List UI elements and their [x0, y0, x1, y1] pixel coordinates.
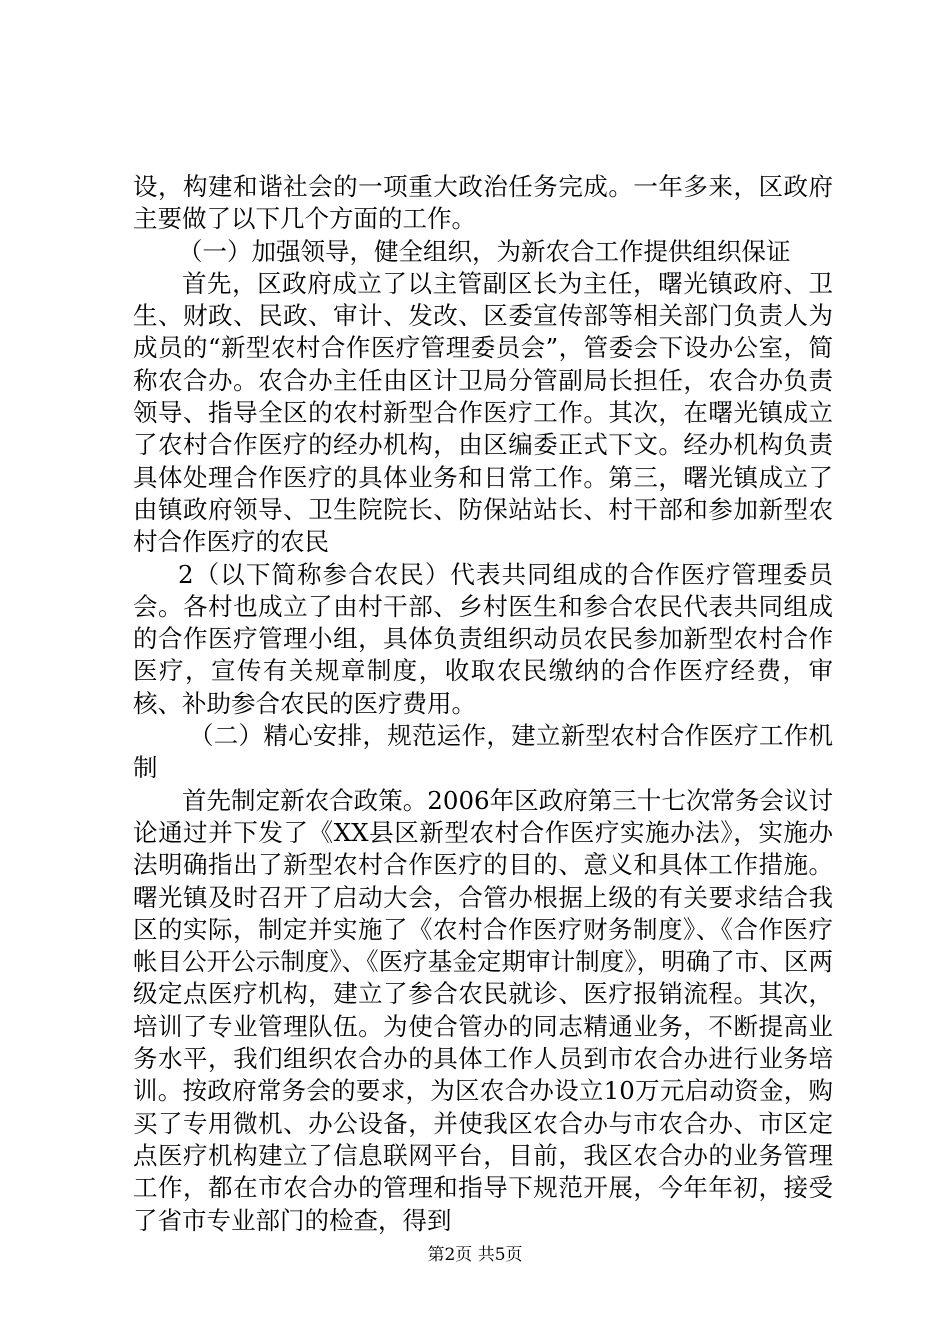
- paragraph-committee: 2（以下简称参合农民）代表共同组成的合作医疗管理委员会。各村也成立了由村干部、乡村医生和参合农民代表共同组成的合作医疗管理小组，具体负责组织动员农民参加新型农村合作医疗，宣传有关规章制度，收取农民缴纳的合作医疗经费，审核、补助参合农民的医疗费用。: [133, 559, 833, 718]
- section-heading-1: （一）加强领导，健全组织，为新农合工作提供组织保证: [178, 236, 791, 266]
- paragraph-policy: 首先制定新农合政策。2006年区政府第三十七次常务会议讨论通过并下发了《XX县区新型农村合作医疗实施办法》，实施办法明确指出了新型农村合作医疗的目的、意义和具体工作措施。曙光镇及时召开了启动大会，合管办根据上级的有关要求结合我区的实际，制定并实施了《农村合作医疗财务制度》、《合作医疗帐目公开公示制度》、《医疗基金定期审计制度》，明确了市、区两级定点医疗机构，建立了参合农民就诊、医疗报销流程。其次，培训了专业管理队伍。为使合管办的同志精通业务，不断提高业务水平，我们组织农合办的具体工作人员到市农合办进行业务培训。按政府常务会的要求，为区农合办设立10万元启动资金，购买了专用微机、办公设备，并使我区农合办与市农合办、市区定点医疗机构建立了信息联网平台，目前，我区农合办的业务管理工作，都在市农合办的管理和指导下规范开展，今年年初，接受了省市专业部门的检查，得到: [133, 785, 833, 1235]
- paragraph-organization: 首先，区政府成立了以主管副区长为主任，曙光镇政府、卫生、财政、民政、审计、发改、区委宣传部等相关部门负责人为成员的“新型农村合作医疗管理委员会”，管委会下设办公室，简称农合办。农合办主任由区计卫局分管副局长担任，农合办负责领导、指导全区的农村新型合作医疗工作。其次，在曙光镇成立了农村合作医疗的经办机构，由区编委正式下文。经办机构负责具体处理合作医疗的具体业务和日常工作。第三，曙光镇成立了由镇政府领导、卫生院院长、防保站站长、村干部和参加新型农村合作医疗的农民: [133, 268, 833, 557]
- document-body: [133, 171, 833, 1237]
- paragraph-intro: 设，构建和谐社会的一项重大政治任务完成。一年多来，区政府主要做了以下几个方面的工作。: [133, 172, 833, 234]
- section-heading-2: （二）精心安排，规范运作，建立新型农村合作医疗工作机制: [133, 721, 833, 783]
- page-footer: 第2页 共5页: [427, 1245, 523, 1265]
